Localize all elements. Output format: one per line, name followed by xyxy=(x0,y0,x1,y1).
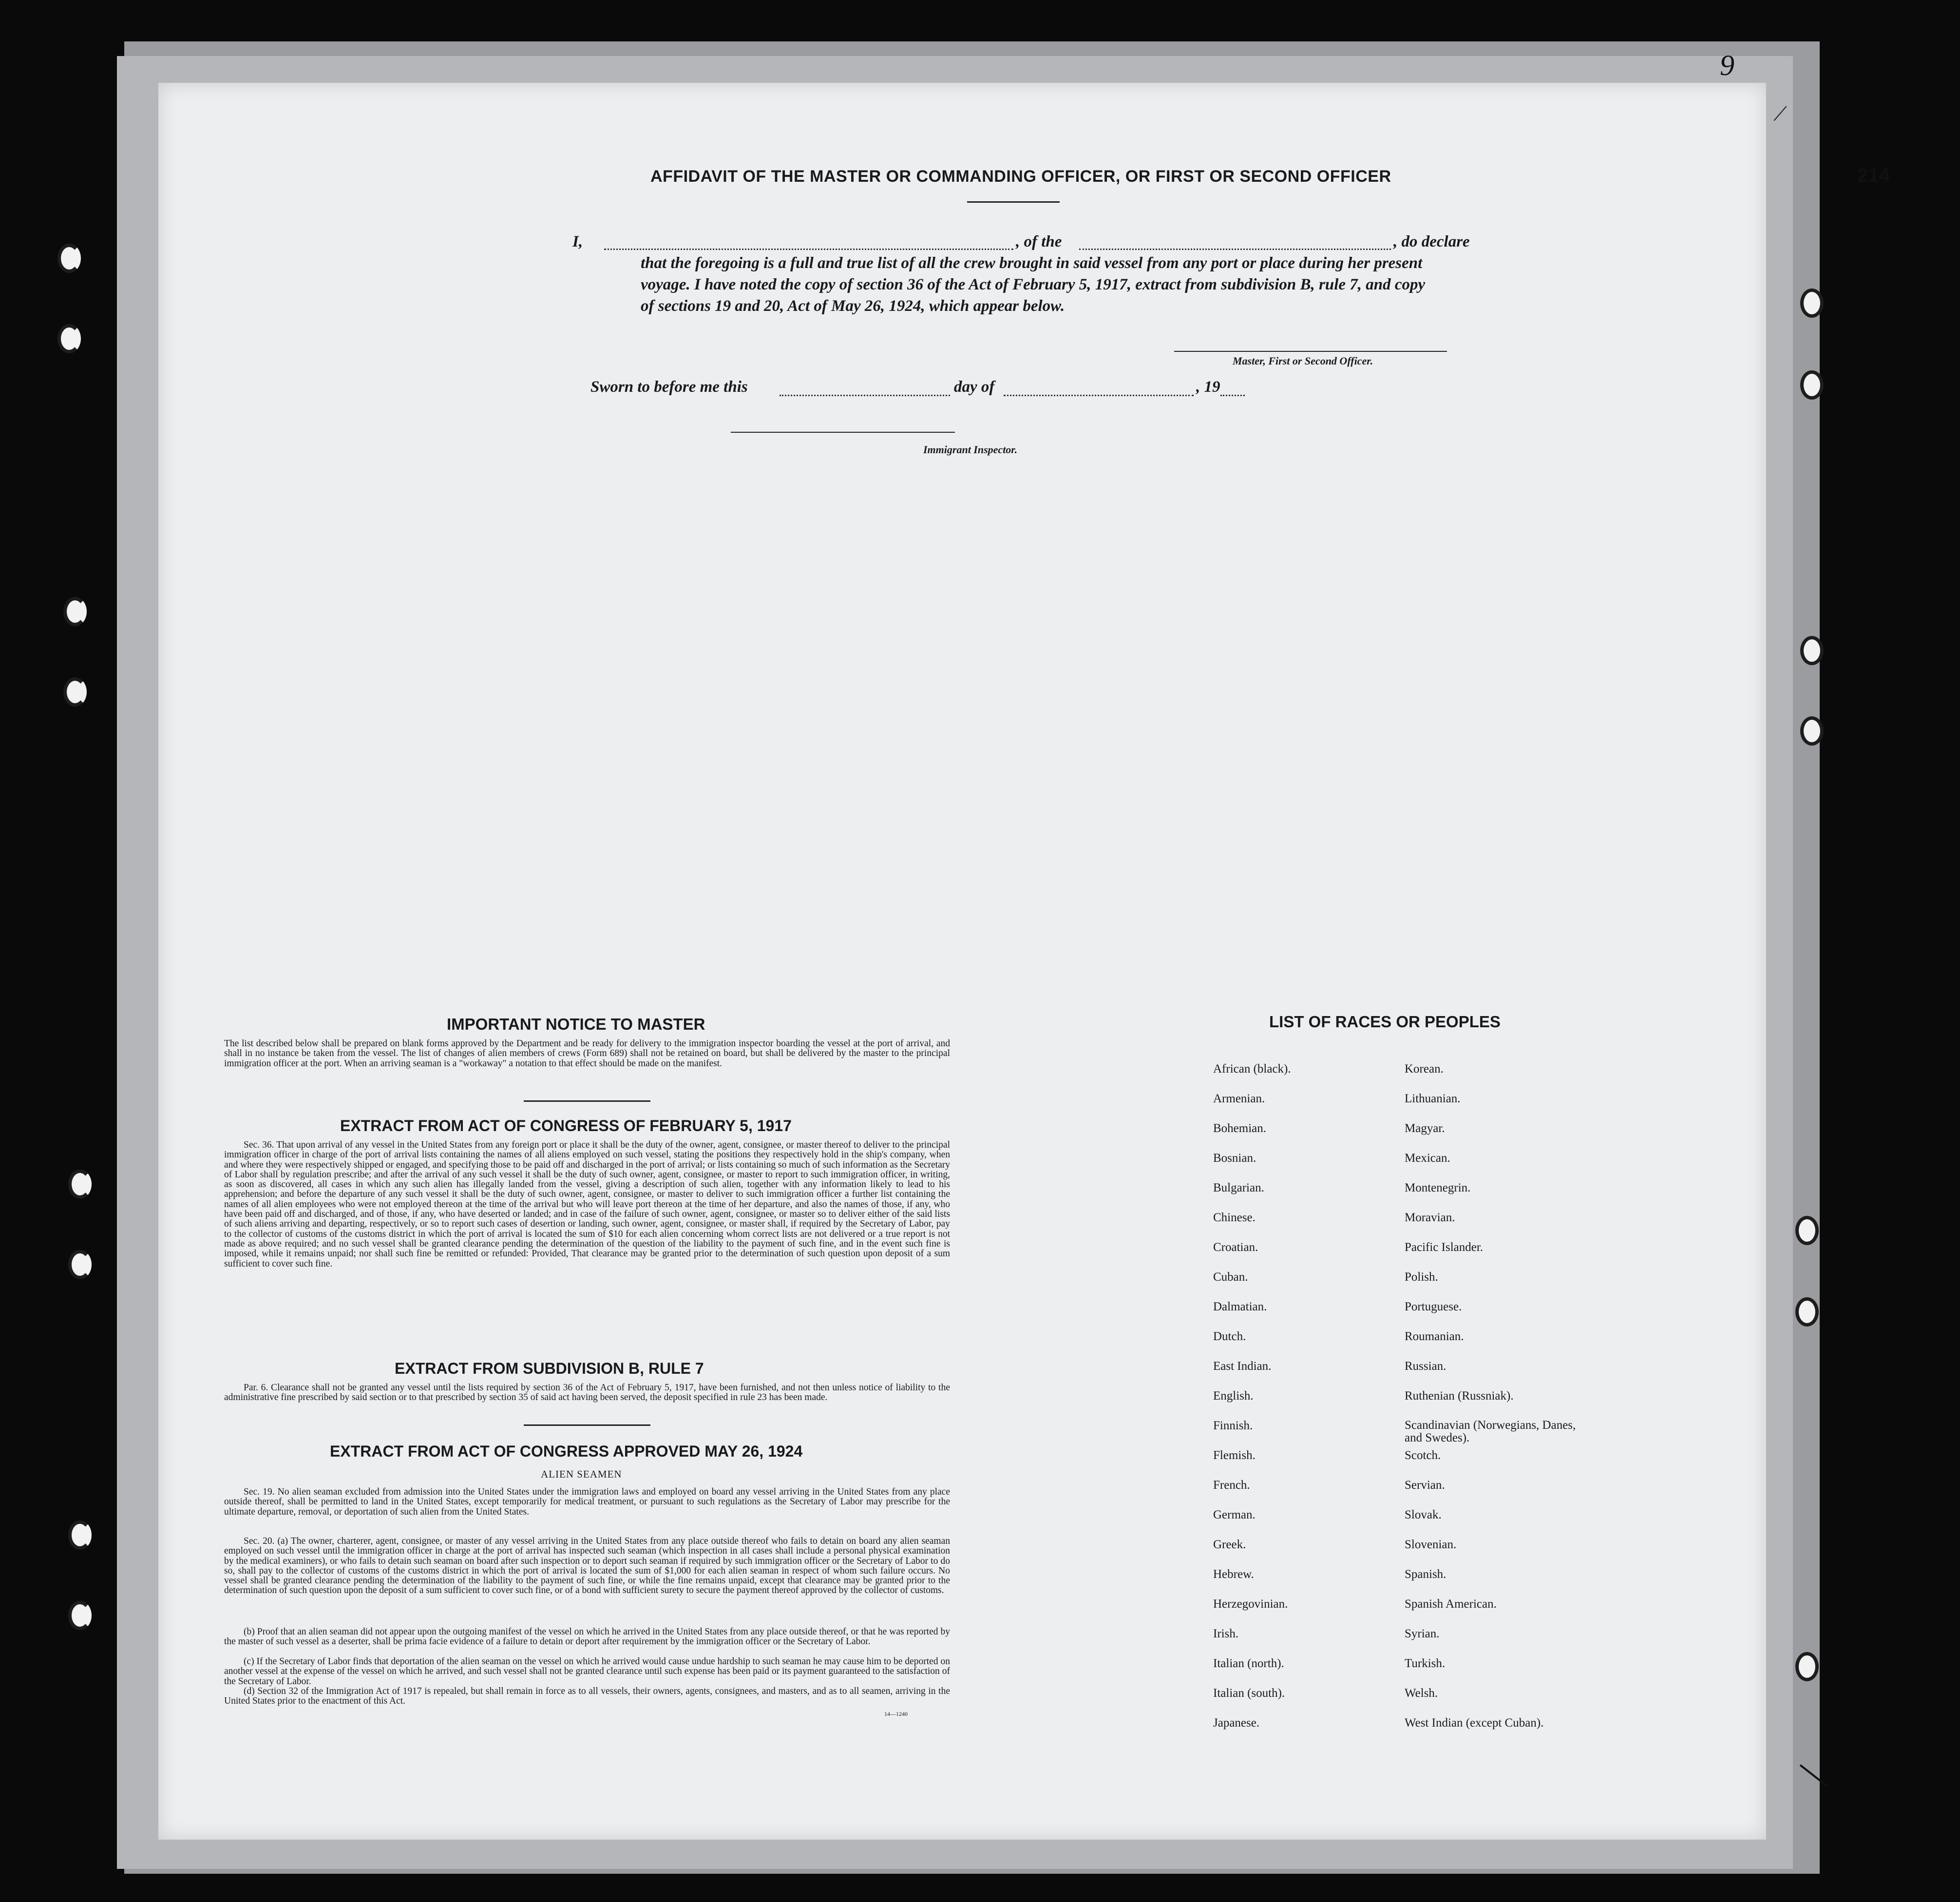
race-item: Ruthenian (Russniak). xyxy=(1405,1389,1514,1402)
race-item: Japanese. xyxy=(1213,1716,1260,1729)
race-item: Pacific Islander. xyxy=(1405,1241,1484,1254)
inspector-signature-line xyxy=(731,432,955,433)
race-item: German. xyxy=(1213,1508,1256,1521)
race-item: Scotch. xyxy=(1405,1449,1441,1462)
inspector-caption: Immigrant Inspector. xyxy=(923,443,1018,456)
races-title: LIST OF RACES OR PEOPLES xyxy=(1269,1013,1501,1031)
race-item: Magyar. xyxy=(1405,1122,1445,1135)
vessel-blank xyxy=(1079,249,1391,250)
affidavit-body-line-3: of sections 19 and 20, Act of May 26, 1924, which appear below. xyxy=(641,297,1065,315)
binder-hole-icon xyxy=(68,1250,92,1279)
extract-1917-title: EXTRACT FROM ACT OF CONGRESS OF FEBRUARY 5, 1917 xyxy=(340,1117,792,1134)
binder-hole-icon xyxy=(1795,1216,1819,1245)
race-item: English. xyxy=(1213,1389,1254,1402)
notice-rule xyxy=(524,1100,650,1102)
sworn-month-blank xyxy=(1004,395,1194,396)
race-item: Spanish American. xyxy=(1405,1597,1497,1611)
race-item: Lithuanian. xyxy=(1405,1092,1461,1105)
binder-hole-icon xyxy=(68,1170,92,1199)
sworn-day-of: day of xyxy=(954,378,995,396)
binder-hole-icon xyxy=(68,1520,92,1550)
race-item: Bulgarian. xyxy=(1213,1181,1264,1194)
name-blank xyxy=(604,249,1013,250)
extract-rule7-title: EXTRACT FROM SUBDIVISION B, RULE 7 xyxy=(395,1360,704,1377)
binder-hole-icon xyxy=(63,677,87,707)
sec19-text: Sec. 19. No alien seaman excluded from admission into the United States under the immigration laws and employed on board any vessel arriving in the United States from any place outside thereof, shall be permitted to land in the United States, except temporarily for medical treatment, or pursuant to such regulations as the Secretary of Labor may prescribe for the ultimate departure, removal, or deportation of such alien from the United States. xyxy=(224,1487,950,1517)
race-item: Italian (north). xyxy=(1213,1657,1284,1670)
affidavit-body-line-1: that the foregoing is a full and true list of all the crew brought in said vessel from any port or place during her present xyxy=(641,254,1423,272)
master-signature-line xyxy=(1174,351,1447,352)
race-item: Montenegrin. xyxy=(1405,1181,1471,1194)
extract-1917-text: Sec. 36. That upon arrival of any vessel in the United States from any foreign port or place it shall be the duty of the owner, agent, consignee, or master thereof to deliver to the principal immigration officer in charge of the port of arrival lists containing the names of all aliens employed on such vessel, stating the positions they respectively hold in the ship's company, when and where they were respectively shipped or engaged, and specifying those to be paid off and discharged in the port of arrival; or lists containing so much of such information as the Secretary of Labor shall by regulation prescribe; and after the arrival of any such vessel it shall be the duty of such owner, agent, consignee, or master to report to such immigration officer, in writing, as soon as discovered, all cases in which any such alien has illegally landed from the vessel, giving a description of such alien, together with any information likely to lead to his apprehension; and before the departure of any such vessel it shall be the duty of such owner, agent, consignee, or master to deliver to such immigration officer a further list containing the names of all alien employees who were not employed thereon at the time of the arrival but who will leave port thereon at the time of her departure, and also the names of those, if any, who have been paid off and discharged, and of those, if any, who have deserted or landed; and in case of the failure of such owner, agent, consignee, or master so to deliver either of the said lists of such aliens arriving and departing, respectively, or so to report such cases of desertion or landing, such owner, agent, consignee, or master shall, if required by the Secretary of Labor, pay to the collector of customs of the customs district in which the port of arrival is located the sum of $10 for each alien concerning whom correct lists are not delivered or a true report is not made as above required; and no such vessel shall be granted clearance pending the determination of the question of the liability to the payment of such fine, and in the event such fine is imposed, while it remains unpaid; nor shall such fine be remitted or refunded: Provided, That clearance may be granted prior to the determination of such question upon deposit of a sum sufficient to cover such fine. xyxy=(224,1140,950,1269)
race-item: Croatian. xyxy=(1213,1241,1258,1254)
form-number: 14—1240 xyxy=(884,1710,908,1717)
binder-hole-icon xyxy=(63,597,87,626)
race-item: Scandinavian (Norwegians, Danes, and Swedes). xyxy=(1405,1419,1576,1444)
affidavit-title: AFFIDAVIT OF THE MASTER OR COMMANDING OFFICER, OR FIRST OR SECOND OFFICER xyxy=(650,167,1391,186)
race-item: Slovenian. xyxy=(1405,1538,1457,1551)
notice-title: IMPORTANT NOTICE TO MASTER xyxy=(447,1015,705,1033)
binder-hole-icon xyxy=(1795,1652,1819,1681)
sworn-day-blank xyxy=(780,395,950,396)
race-item: Mexican. xyxy=(1405,1152,1450,1165)
race-item: Chinese. xyxy=(1213,1211,1256,1224)
binder-hole-icon xyxy=(1800,288,1824,318)
binder-hole-icon xyxy=(1800,636,1824,665)
declaration-of-the: , of the xyxy=(1016,233,1062,250)
race-item: African (black). xyxy=(1213,1062,1291,1076)
race-item: Turkish. xyxy=(1405,1657,1446,1670)
race-item: Flemish. xyxy=(1213,1449,1256,1462)
race-item: East Indian. xyxy=(1213,1360,1272,1373)
race-item: Cuban. xyxy=(1213,1270,1248,1284)
race-item: Roumanian. xyxy=(1405,1330,1464,1343)
race-item: Syrian. xyxy=(1405,1627,1440,1640)
race-item: Moravian. xyxy=(1405,1211,1455,1224)
affidavit-body-line-2: voyage. I have noted the copy of section 36 of the Act of February 5, 1917, extract from subdivision B, rule 7, and copy xyxy=(641,276,1426,293)
binder-hole-icon xyxy=(57,324,81,353)
race-item: Armenian. xyxy=(1213,1092,1265,1105)
pencil-mark: ⟋ xyxy=(1773,103,1787,125)
race-item: Portuguese. xyxy=(1405,1300,1462,1313)
binder-hole-icon xyxy=(68,1601,92,1630)
declaration-do-declare: , do declare xyxy=(1393,233,1470,250)
sec20b-text: (b) Proof that an alien seaman did not appear upon the outgoing manifest of the vessel on which he arrived in the United States from any place outside thereof, or that he was reported by the master of such vessel as a deserter, shall be prima facie evidence of a failure to detain or deport after requirement by the immigration officer or the Secretary of Labor. xyxy=(224,1627,950,1647)
binder-hole-icon xyxy=(1800,370,1824,400)
race-item: Dutch. xyxy=(1213,1330,1246,1343)
race-item: Greek. xyxy=(1213,1538,1246,1551)
sworn-year-prefix: , 19 xyxy=(1196,378,1220,396)
race-item: Italian (south). xyxy=(1213,1687,1285,1700)
race-item: Irish. xyxy=(1213,1627,1239,1640)
race-item: Slovak. xyxy=(1405,1508,1442,1521)
rule7-rule xyxy=(524,1424,650,1426)
race-item: Russian. xyxy=(1405,1360,1446,1373)
race-item: Finnish. xyxy=(1213,1419,1253,1432)
sec20c-text: (c) If the Secretary of Labor finds that deportation of the alien seaman on the vessel on which he arrived would cause undue hardship to such seaman he may cause him to be deported on another vessel at the expense of the vessel on which he arrived, and such vessel shall not be granted clearance until such expense has been paid or its payment guaranteed to the satisfaction of the Secretary of Labor. xyxy=(224,1656,950,1687)
race-item: Bosnian. xyxy=(1213,1152,1256,1165)
race-item: West Indian (except Cuban). xyxy=(1405,1716,1544,1729)
sworn-year-blank xyxy=(1220,395,1245,396)
extract-1924-subtitle: ALIEN SEAMEN xyxy=(541,1468,622,1480)
corner-mark: 9 xyxy=(1720,49,1734,81)
master-signature-caption: Master, First or Second Officer. xyxy=(1233,355,1373,367)
sec20d-text: (d) Section 32 of the Immigration Act of 1917 is repealed, but shall remain in force as to all vessels, their owners, agents, consignees, and masters, and as to all seamen, arriving in the United States prior to the enactment of this Act. xyxy=(224,1686,950,1707)
race-item: Korean. xyxy=(1405,1062,1444,1076)
sworn-prefix: Sworn to before me this xyxy=(590,378,748,396)
extract-1924-title: EXTRACT FROM ACT OF CONGRESS APPROVED MAY 26, 1924 xyxy=(330,1442,803,1460)
race-item: Dalmatian. xyxy=(1213,1300,1267,1313)
sec20a-text: Sec. 20. (a) The owner, charterer, agent, consignee, or master of any vessel arriving in the United States from any place outside thereof who fails to detain on board any alien seaman employed on such vessel until the immigration officer in charge at the port of arrival has inspected such seaman (which inspection in all cases shall include a personal physical examination by the medical examiners), or who fails to detain such seaman on board after such inspection or to deport such seaman if required by such immigration officer or the Secretary of Labor to do so, shall pay to the collector of customs of the customs district in which the port of arrival is located the sum of $1,000 for each alien seaman in respect of whom such failure occurs. No vessel shall be granted clearance pending the determination of the liability to the payment of such fine, or while the fine remains unpaid, except that clearance may be granted prior to the determination of such question upon the deposit of a sum sufficient to cover such fine, or of a bond with sufficient surety to secure the payment thereof approved by the collector of customs. xyxy=(224,1536,950,1596)
race-item: Bohemian. xyxy=(1213,1122,1267,1135)
race-item: Welsh. xyxy=(1405,1687,1438,1700)
binder-hole-icon xyxy=(1800,716,1824,746)
race-item: French. xyxy=(1213,1479,1250,1492)
notice-text: The list described below shall be prepared on blank forms approved by the Department and be ready for delivery to the immigration inspector boarding the vessel at the port of arrival, and shall in no instance be taken from the vessel. The list of changes of alien members of crews (Form 689) shall not be retained on board, but shall be delivered by the master to the principal immigration officer at the port. When an arriving seaman is a "workaway" a notation to that effect should be made on the manifest. xyxy=(224,1038,950,1069)
binder-hole-icon xyxy=(57,244,81,273)
binder-hole-icon xyxy=(1795,1297,1819,1326)
race-item: Hebrew. xyxy=(1213,1568,1254,1581)
race-item: Polish. xyxy=(1405,1270,1438,1284)
race-item: Servian. xyxy=(1405,1479,1445,1492)
declaration-i: I, xyxy=(572,233,583,250)
race-item: Spanish. xyxy=(1405,1568,1446,1581)
extract-rule7-text: Par. 6. Clearance shall not be granted any vessel until the lists required by section 36 of the Act of February 5, 1917, have been furnished, and not then unless notice of liability to the administrative fine prescribed by said section or to that prescribed by section 35 of said act having been served, the deposit specified in rule 23 has been made. xyxy=(224,1383,950,1403)
race-item: Herzegovinian. xyxy=(1213,1597,1288,1611)
page-number: 214 xyxy=(1857,165,1890,186)
title-rule xyxy=(967,201,1060,203)
